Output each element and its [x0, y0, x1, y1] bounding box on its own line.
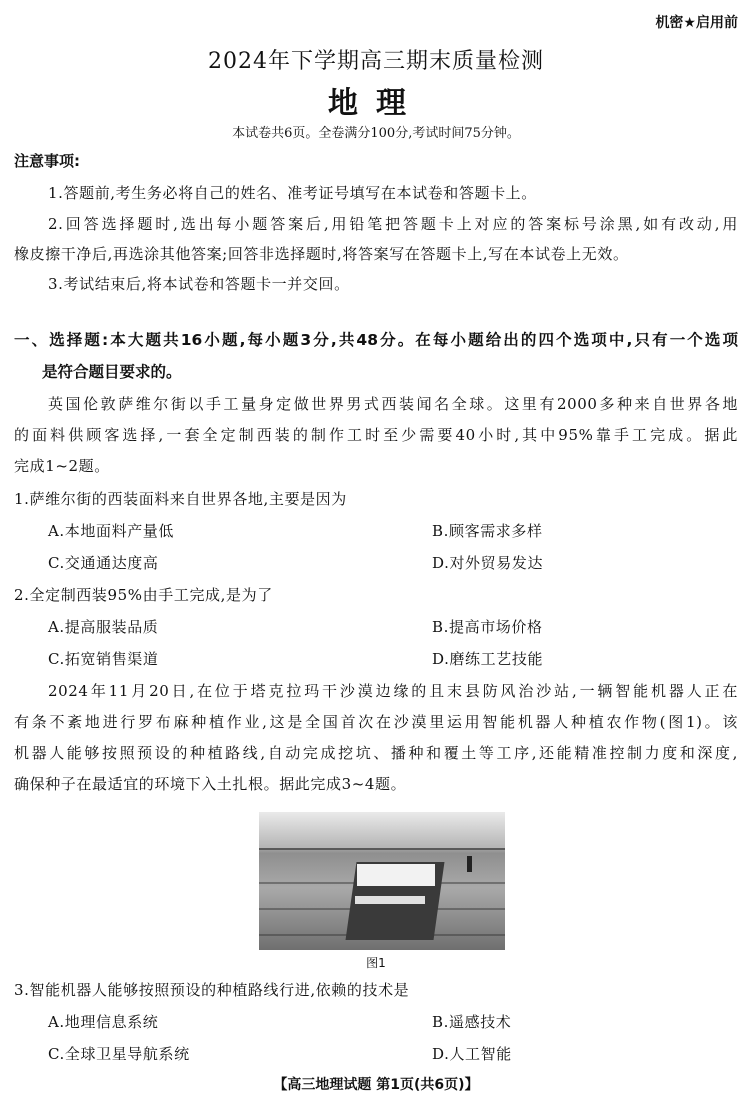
question-3-option-c: C.全球卫星导航系统	[48, 1045, 190, 1063]
note-line-4: 3.考试结束后,将本试卷和答题卡一并交回。	[48, 275, 350, 293]
question-3-stem: 3.智能机器人能够按照预设的种植路线行进,依赖的技术是	[14, 981, 410, 999]
note-line-1: 1.答题前,考生务必将自己的姓名、准考证号填写在本试卷和答题卡上。	[48, 184, 537, 202]
passage2-line-4: 确保种子在最适宜的环境下入土扎根。据此完成3~4题。	[14, 775, 407, 793]
question-2-option-a: A.提高服装品质	[48, 618, 159, 636]
question-1-option-c: C.交通通达度高	[48, 554, 159, 572]
question-2-stem: 2.全定制西装95%由手工完成,是为了	[14, 586, 273, 604]
note-line-3: 橡皮擦干净后,再选涂其他答案;回答非选择题时,将答案写在答题卡上,写在本试卷上无效。	[14, 245, 629, 263]
exam-title: 2024年下学期高三期末质量检测	[208, 49, 544, 74]
robot-band	[355, 896, 425, 904]
question-1-stem: 1.萨维尔街的西装面料来自世界各地,主要是因为	[14, 490, 347, 508]
passage1-line-1: 英国伦敦萨维尔街以手工量身定做世界男式西装闻名全球。这里有2000多种来自世界各地	[48, 395, 738, 413]
photo-sky	[259, 812, 505, 848]
photo-horizon	[259, 848, 505, 850]
question-3-option-d: D.人工智能	[432, 1045, 512, 1063]
exam-info: 本试卷共6页。全卷满分100分,考试时间75分钟。	[232, 126, 520, 141]
passage1-line-2: 的面料供顾客选择,一套全定制西装的制作工时至少需要40小时,其中95%靠手工完成。据此	[14, 426, 738, 444]
page-footer: 【高三地理试题 第1页(共6页)】	[273, 1077, 479, 1093]
question-2-option-d: D.磨练工艺技能	[432, 650, 544, 668]
question-2-option-b: B.提高市场价格	[432, 618, 543, 636]
question-1-option-b: B.顾客需求多样	[432, 522, 543, 540]
section-heading-cont: 是符合题目要求的。	[42, 363, 182, 381]
passage2-line-1: 2024年11月20日,在位于塔克拉玛干沙漠边缘的且末县防风治沙站,一辆智能机器人正在	[48, 682, 738, 700]
passage2-line-2: 有条不紊地进行罗布麻种植作业,这是全国首次在沙漠里运用智能机器人种植农作物(图1)。该	[14, 713, 738, 731]
figure-1-caption: 图1	[366, 956, 386, 970]
person-figure	[467, 856, 472, 872]
question-1-option-d: D.对外贸易发达	[432, 554, 544, 572]
question-3-option-b: B.遥感技术	[432, 1013, 512, 1031]
subject-title: 地理	[328, 86, 424, 121]
confidential-mark: 机密★启用前	[655, 15, 738, 31]
question-2-option-c: C.拓宽销售渠道	[48, 650, 159, 668]
note-line-2: 2.回答选择题时,选出每小题答案后,用铅笔把答题卡上对应的答案标号涂黑,如有改动,用	[48, 215, 738, 233]
question-3-option-a: A.地理信息系统	[48, 1013, 159, 1031]
question-1-option-a: A.本地面料产量低	[48, 522, 175, 540]
section-heading: 一、选择题:本大题共16小题,每小题3分,共48分。在每小题给出的四个选项中,只有一个选项	[14, 331, 738, 349]
passage1-line-3: 完成1~2题。	[14, 457, 110, 475]
notes-heading: 注意事项:	[14, 152, 80, 170]
robot-top	[357, 864, 435, 886]
figure-1-photo	[259, 812, 505, 950]
passage2-line-3: 机器人能够按照预设的种植路线,自动完成挖坑、播种和覆土等工序,还能精准控制力度和深度,	[14, 744, 738, 762]
